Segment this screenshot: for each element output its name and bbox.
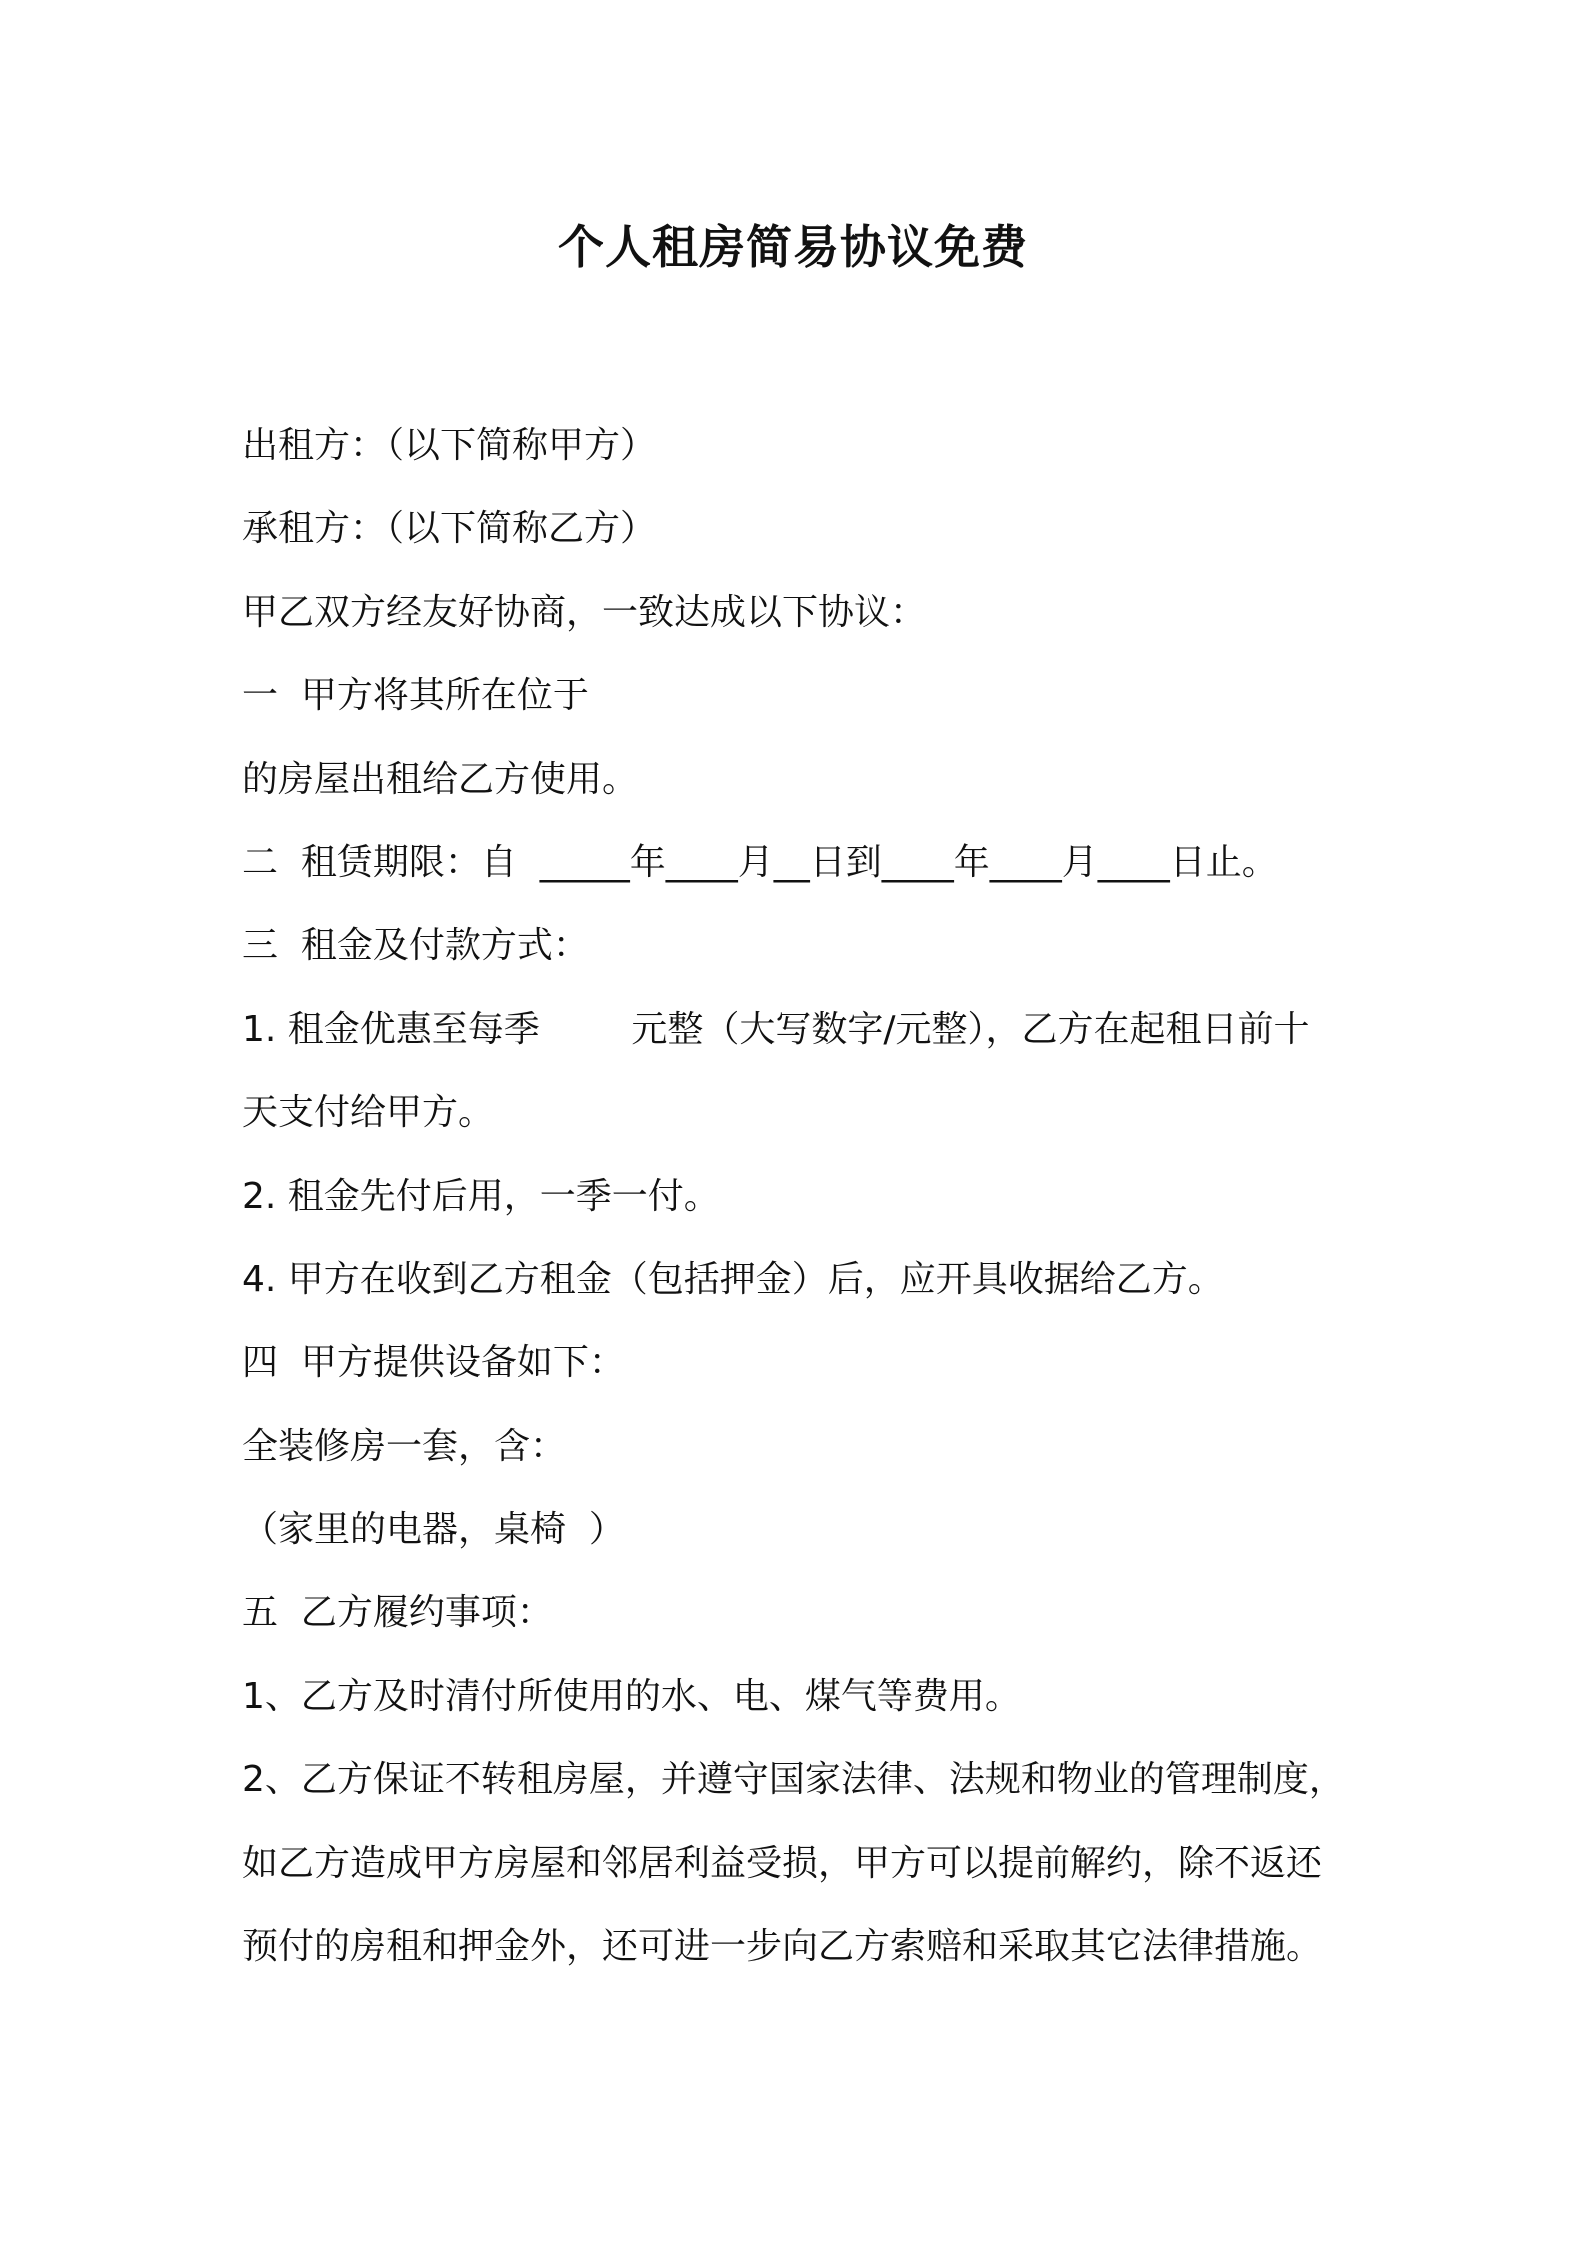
document-title: 个人租房简易协议免费 [558, 220, 1028, 274]
clause-3-item-1-cont: 天支付给甲方。 [242, 1092, 495, 1134]
clause-1-usage: 的房屋出租给乙方使用。 [242, 758, 639, 800]
lessee-line: 承租方：（以下简称乙方） [242, 508, 657, 550]
clause-3-heading: 三 租金及付款方式： [242, 925, 589, 967]
clause-3-item-1: 1. 租金优惠至每季 元整（大写数字/元整），乙方在起租日前十 [242, 1008, 1310, 1050]
clause-5-heading: 五 乙方履约事项： [242, 1592, 553, 1634]
clause-4-item: 全装修房一套，含： [242, 1425, 567, 1467]
lessor-line: 出租方：（以下简称甲方） [242, 425, 657, 466]
clause-1-location: 一 甲方将其所在位于 [242, 675, 589, 717]
document-body [242, 404, 1392, 1988]
clause-2-term: 二 租赁期限：自 _____年____月__日到____年____月____日止。 [242, 841, 1278, 883]
clause-5-item-1: 1、乙方及时清付所使用的水、电、煤气等费用。 [242, 1675, 1021, 1717]
clause-5-item-2: 2、乙方保证不转租房屋，并遵守国家法律、法规和物业的管理制度， [242, 1759, 1345, 1801]
clause-5-item-2-cont-1: 如乙方造成甲方房屋和邻居利益受损，甲方可以提前解约，除不返还 [242, 1842, 1323, 1884]
clause-3-item-2: 2. 租金先付后用，一季一付。 [242, 1175, 720, 1217]
agreement-intro: 甲乙双方经友好协商，一致达成以下协议： [242, 591, 927, 633]
clause-5-item-2-cont-2: 预付的房租和押金外，还可进一步向乙方索赔和采取其它法律措施。 [242, 1926, 1323, 1968]
clause-4-detail: （家里的电器，桌椅 ） [242, 1509, 625, 1551]
clause-3-item-4: 4. 甲方在收到乙方租金（包括押金）后，应开具收据给乙方。 [242, 1258, 1224, 1300]
clause-4-heading: 四 甲方提供设备如下： [242, 1342, 625, 1384]
